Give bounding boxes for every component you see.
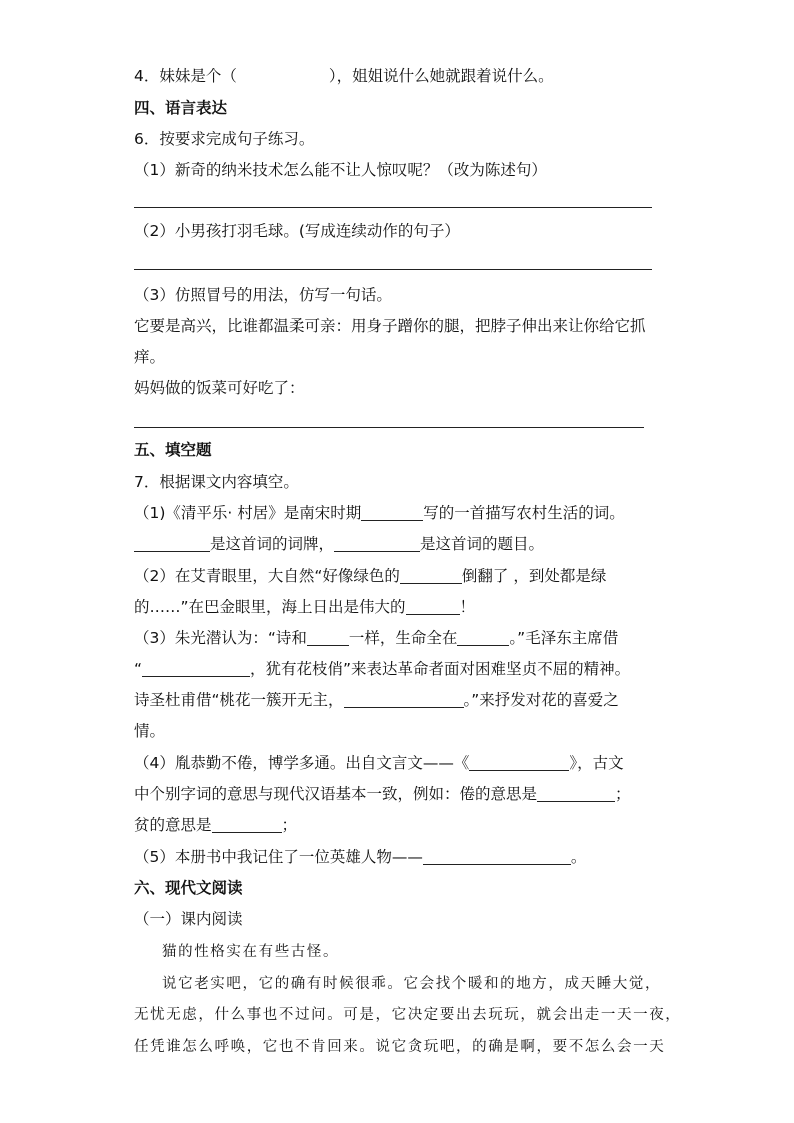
question-7-line-6: “ ，犹有花枝俏”来表达革命者面对困难坚贞不屈的精神。 <box>134 660 631 678</box>
question-6-part-1: （1）新奇的纳米技术怎么能不让人惊叹呢？（改为陈述句） <box>134 161 547 179</box>
section-4-heading: 四、语言表达 <box>134 99 228 117</box>
question-7-line-1: （1)《清平乐· 村居》是南宋时期 写的一首描写农村生活的词。 <box>134 504 625 522</box>
passage-line-1: 猫的性格实在有些古怪。 <box>162 944 340 960</box>
passage-line-4: 任凭谁怎么呼唤，它也不肯回来。说它贪玩吧，的确是啊，要不怎么会一天 <box>134 1039 666 1055</box>
fill-blank[interactable] <box>212 816 282 833</box>
fill-blank[interactable] <box>134 535 210 552</box>
question-7-line-9: （4）胤恭勤不倦，博学多通。出自文言文——《 》，古文 <box>134 754 624 772</box>
question-7-line-2: 是这首词的词牌， 是这首词的题目。 <box>134 534 544 554</box>
question-7-line-11: 贫的意思是 ； <box>134 816 298 834</box>
question-7-line-4: 的……”在巴金眼里，海上日出是伟大的 ！ <box>134 598 476 616</box>
passage-line-3: 无忧无虑，什么事也不过问。可是，它决定要出去玩玩，就会出走一天一夜， <box>134 1007 682 1023</box>
question-7-line-10: 中个别字词的意思与现代汉语基本一致，例如：倦的意思是 ； <box>134 785 631 803</box>
section-6-heading: 六、现代文阅读 <box>134 879 243 897</box>
question-7-line-7: 诗圣杜甫借“桃花一簇开无主， 。”来抒发对花的喜爱之 <box>134 691 619 709</box>
question-6-stem: 6．按要求完成句子练习。 <box>134 130 315 148</box>
fill-blank[interactable] <box>457 629 509 646</box>
fill-blank[interactable] <box>423 848 571 865</box>
fill-blank[interactable] <box>344 691 464 708</box>
question-7-line-3: （2）在艾青眼里，大自然“好像绿色的 倒翻了 ，到处都是绿 <box>134 567 607 585</box>
fill-blank[interactable] <box>406 598 460 615</box>
question-7-line-12: （5）本册书中我记住了一位英雄人物—— 。 <box>134 848 587 866</box>
question-6-part-2: （2）小男孩打羽毛球。(写成连续动作的句子） <box>134 222 460 240</box>
fill-blank[interactable] <box>361 504 423 521</box>
question-4: 4．妹妹是个（ ），姐姐说什么她就跟着说什么。 <box>134 67 554 85</box>
question-7-line-8: 情。 <box>134 722 166 740</box>
answer-line[interactable] <box>134 269 652 270</box>
section-5-heading: 五、填空题 <box>134 441 212 459</box>
example-sentence-line-2: 痒。 <box>134 348 166 366</box>
answer-line[interactable] <box>134 207 652 208</box>
fill-blank[interactable] <box>537 785 615 802</box>
example-sentence-line-1: 它要是高兴，比谁都温柔可亲：用身子蹭你的腿，把脖子伸出来让你给它抓 <box>134 317 646 335</box>
fill-blank[interactable] <box>307 629 349 646</box>
answer-line[interactable] <box>134 427 644 428</box>
imitation-prompt: 妈妈做的饭菜可好吃了： <box>134 379 305 397</box>
fill-blank[interactable] <box>334 535 420 552</box>
question-6-part-3: （3）仿照冒号的用法，仿写一句话。 <box>134 286 392 304</box>
reading-subsection-heading: （一）课内阅读 <box>134 910 243 928</box>
question-7-stem: 7．根据课文内容填空。 <box>134 473 299 491</box>
fill-blank[interactable] <box>142 660 250 677</box>
question-7-line-5: （3）朱光潜认为：“诗和 一样，生命全在 。”毛泽东主席借 <box>134 629 619 647</box>
fill-blank[interactable] <box>469 754 569 771</box>
fill-blank[interactable] <box>400 567 462 584</box>
passage-line-2: 说它老实吧，它的确有时候很乖。它会找个暖和的地方，成天睡大觉， <box>162 976 662 992</box>
